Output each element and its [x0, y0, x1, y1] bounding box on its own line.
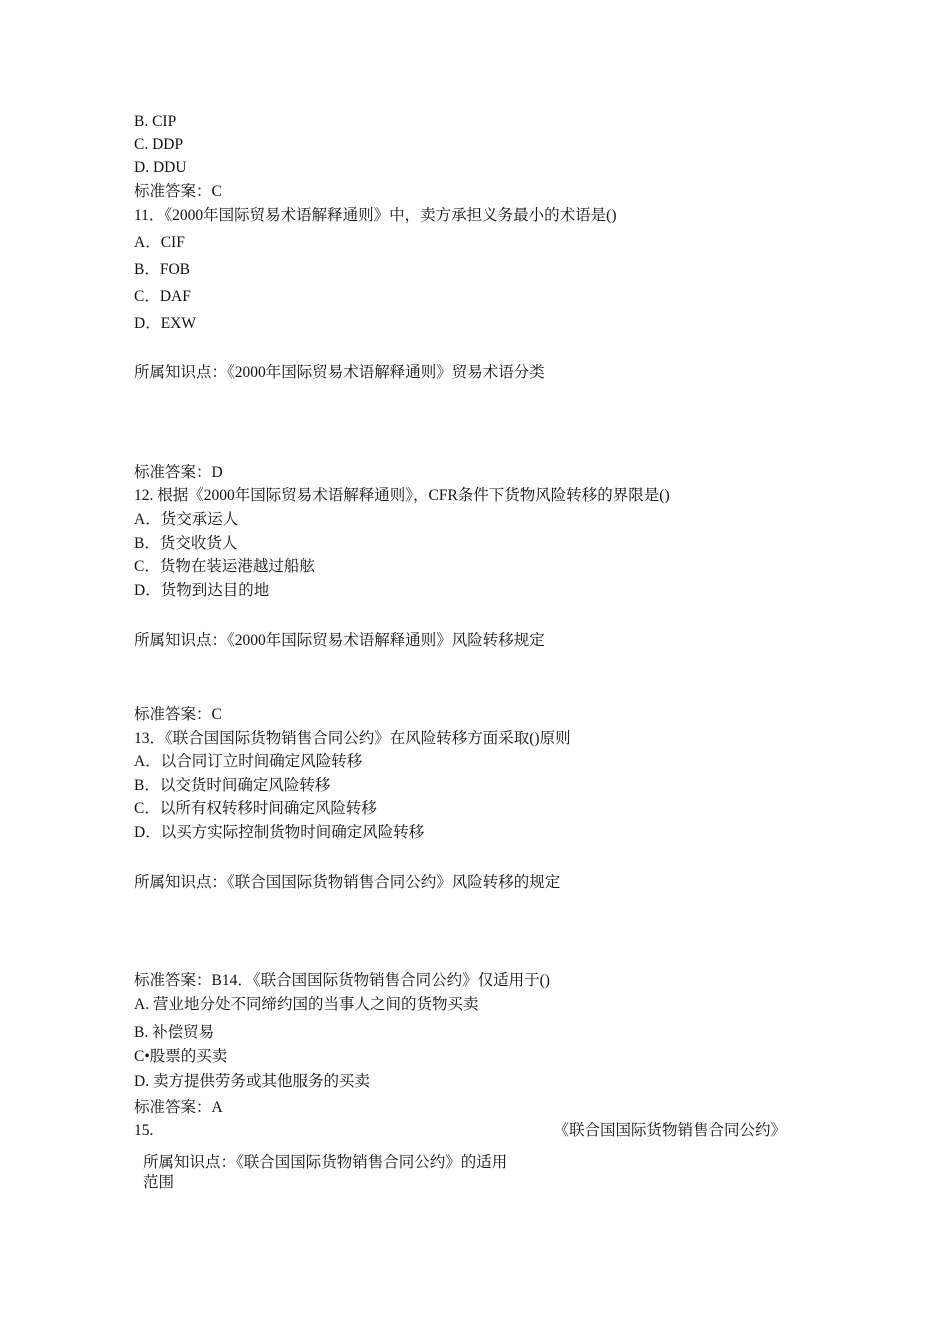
- option-d: D．EXW: [134, 315, 196, 332]
- option-a: A．以合同订立时间确定风险转移: [134, 753, 363, 770]
- knowledge-point: 所属知识点：《联合国国际货物销售合同公约》的适用: [143, 1154, 508, 1171]
- option-b: B．以交货时间确定风险转移: [134, 777, 331, 794]
- option-d: D. DDU: [134, 159, 187, 176]
- option-c: C．货物在装运港越过船舷: [134, 558, 315, 575]
- option-b: B. CIP: [134, 113, 177, 130]
- option-d: D. 卖方提供劳务或其他服务的买卖: [134, 1073, 370, 1090]
- question-12: 12. 根据《2000年国际贸易术语解释通则》，CFR条件下货物风险转移的界限是(): [134, 487, 670, 504]
- option-b: B. 补偿贸易: [134, 1024, 215, 1041]
- option-c: C. DDP: [134, 136, 184, 153]
- option-c: C•股票的买卖: [134, 1048, 228, 1065]
- knowledge-point-continued: 范围: [143, 1174, 175, 1191]
- option-c: C．DAF: [134, 288, 191, 305]
- option-b: B．FOB: [134, 261, 190, 278]
- knowledge-point: 所属知识点：《2000年国际贸易术语解释通则》风险转移规定: [134, 632, 545, 649]
- option-b: B．货交收货人: [134, 535, 238, 552]
- option-a: A．货交承运人: [134, 511, 239, 528]
- question-13: 13．《联合国国际货物销售合同公约》在风险转移方面采取()原则: [134, 730, 571, 747]
- question-15-number: 15.: [134, 1122, 154, 1139]
- option-d: D．货物到达目的地: [134, 582, 270, 599]
- standard-answer: 标准答案：A: [134, 1099, 223, 1116]
- option-a: A. 营业地分处不同缔约国的当事人之间的货物买卖: [134, 996, 479, 1013]
- question-15-fragment: 《联合国国际货物销售合同公约》: [553, 1122, 786, 1139]
- knowledge-point: 所属知识点：《2000年国际贸易术语解释通则》贸易术语分类: [134, 364, 545, 381]
- standard-answer: 标准答案：D: [134, 464, 223, 481]
- standard-answer: 标准答案：C: [134, 183, 222, 200]
- option-d: D．以买方实际控制货物时间确定风险转移: [134, 824, 425, 841]
- standard-answer-question-14: 标准答案：B14．《联合国国际货物销售合同公约》仅适用于(): [134, 972, 550, 989]
- standard-answer: 标准答案：C: [134, 706, 222, 723]
- option-a: A．CIF: [134, 234, 185, 251]
- question-11: 11．《2000年国际贸易术语解释通则》中，卖方承担义务最小的术语是(): [134, 207, 617, 224]
- option-c: C．以所有权转移时间确定风险转移: [134, 800, 377, 817]
- knowledge-point: 所属知识点：《联合国国际货物销售合同公约》风险转移的规定: [134, 874, 561, 891]
